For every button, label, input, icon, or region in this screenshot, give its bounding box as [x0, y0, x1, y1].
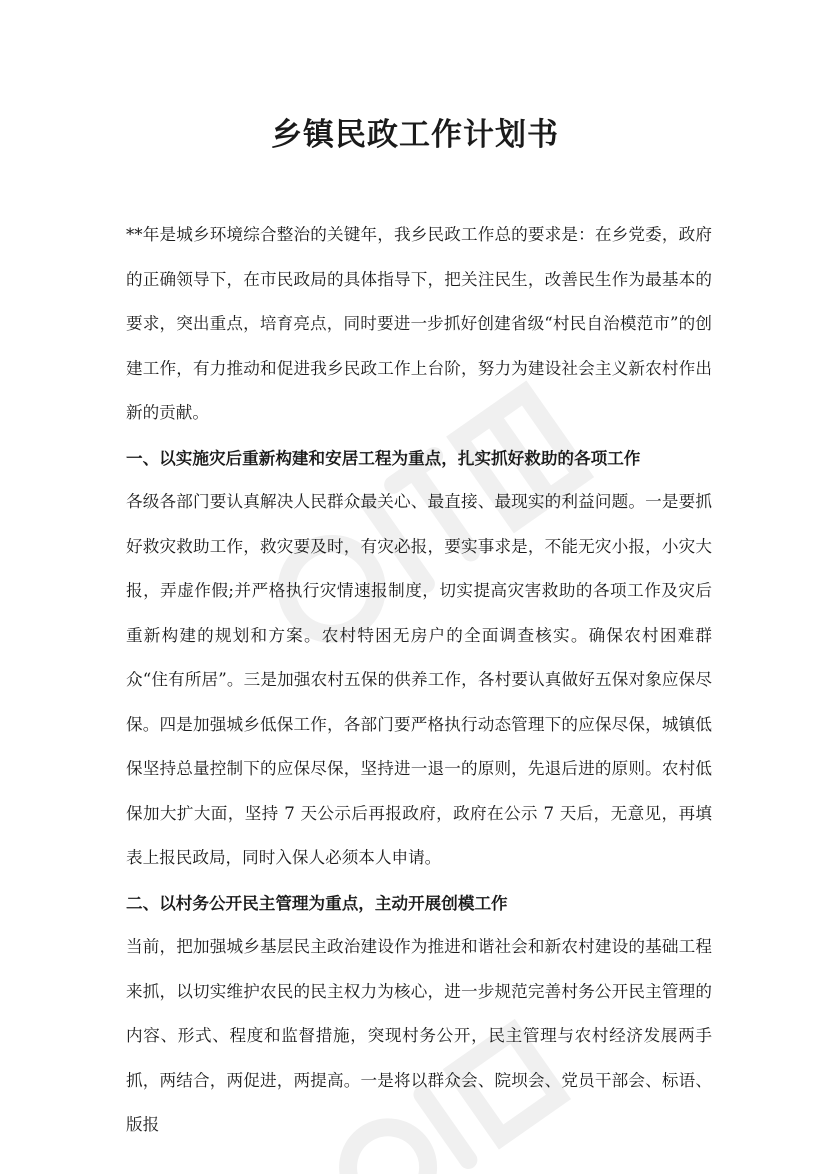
section-heading-2: 二、以村务公开民主管理为重点，主动开展创模工作 — [126, 892, 508, 913]
section-heading-1: 一、以实施灾后重新构建和安居工程为重点，扎实抓好救助的各项工作 — [126, 447, 641, 468]
document-title: 乡镇民政工作计划书 — [271, 117, 559, 153]
intro-paragraph: **年是城乡环境综合整治的关键年，我乡民政工作总的要求是：在乡党委，政府的正确领导下，在市民政局的具体指导下，把关注民生，改善民生作为最基本的要求，突出重点，培育亮点，同时要进一步抓好创建省级“村民自治模范市”的创建工作，有力推动和促进我乡民政工作上台阶，努力为建设社会主义新农村作出新的贡献。 — [126, 225, 712, 422]
section-body-2: 当前，把加强城乡基层民主政治建设作为推进和谐社会和新农村建设的基础工程来抓，以切实维护农民的民主权力为核心，进一步规范完善村务公开民主管理的内容、形式、程度和监督措施，突现村务公开，民主管理与农村经济发展两手抓，两结合，两促进，两提高。一是将以群众会、院坝会、党员干部会、标语、版报 — [126, 937, 712, 1134]
section-body-1: 各级各部门要认真解决人民群众最关心、最直接、最现实的利益问题。一是要抓好救灾救助工作，救灾要及时，有灾必报，要实事求是，不能无灾小报，小灾大报，弄虚作假;并严格执行灾情速报制度，切实提高灾害救助的各项工作及灾后重新构建的规划和方案。农村特困无房户的全面调查核实。确保农村困难群众“住有所居”。三是加强农村五保的供养工作，各村要认真做好五保对象应保尽保。四是加强城乡低保工作，各部门要严格执行动态管理下的应保尽保，城镇低保坚持总量控制下的应保尽保，坚持进一退一的原则，先退后进的原则。农村低保加大扩大面，坚持 7 天公示后再报政府，政府在公示 7 天后，无意见，再填表上报民政局，同时入保人必须本人申请。 — [126, 492, 712, 867]
document-body — [126, 213, 712, 1148]
